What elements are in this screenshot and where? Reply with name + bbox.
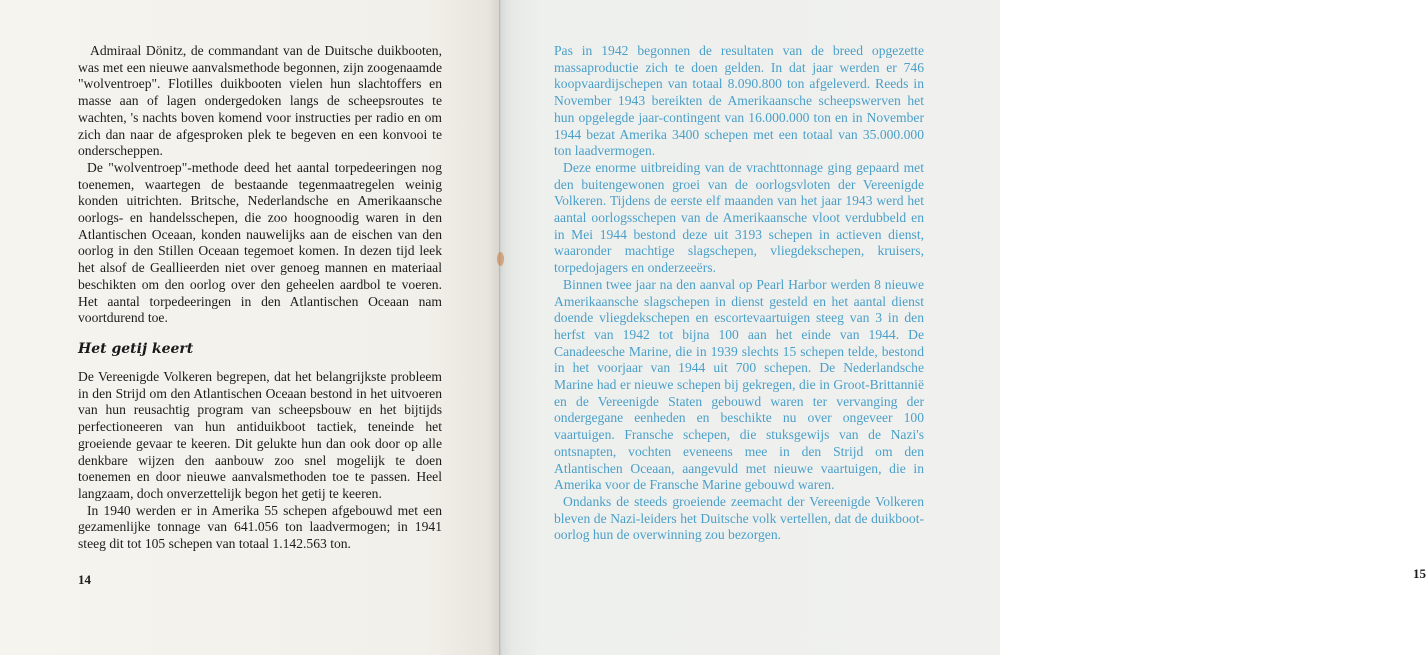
paragraph-nazi-leaders: Ondanks de steeds groeiende zeemacht der Vereenigde Volkeren bleven de Nazi-leiders het Duitsche volk vertellen, dat de duikboot-oorlog hun de overwinning zou bezorgen. <box>554 493 924 543</box>
book-gutter <box>488 0 512 655</box>
left-page-bottom-text <box>78 369 442 553</box>
page-number-left: 14 <box>78 572 91 587</box>
section-heading: Het getij keert <box>78 341 194 357</box>
paragraph-united-nations: De Vereenigde Volkeren begrepen, dat het belangrijkste probleem in den Strijd om den Atlantischen Oceaan bestond in het uitvoeren van hun reusachtig program van scheepsbouw en het bijtijds perfectioneeren van hun antiduikboot tactiek, teneinde het groeiende gevaar te keeren. Dit gelukte hun dan ook door op alle denkbare wijzen den aanbouw zoo snel mogelijk te doen toenemen en door nieuwe aanvalsmethoden toe te passen. Heel langzaam, doch onverzettelijk begon het getij te keeren. <box>78 369 442 501</box>
paragraph-wolfpack-intro: Admiraal Dönitz, de commandant van de Duitsche duikbooten, was met een nieuwe aanvalsmethode begonnen, zijn zoogenaamde "wolventroep". Flotilles duikbooten vielen hun slachtoffers en masse aan of lagen ondergedoken langs de scheepsroutes te wachten, 's nachts boven komend voor instructies per radio en om zich dan naar de afgesproken plek te begeven en een konvooi te onderscheppen. <box>78 43 442 159</box>
paper-stain <box>497 252 504 266</box>
paragraph-ships-1940: In 1940 werden er in Amerika 55 schepen afgebouwd met een gezamenlijke tonnage van 641.056 ton laadvermogen; in 1941 steeg dit tot 105 schepen van totaal 1.142.563 ton. <box>78 502 442 552</box>
page-number-right: 15 <box>1413 566 1426 581</box>
left-page-top-text <box>78 43 442 327</box>
paragraph-wolfpack-method: De "wolventroep"-methode deed het aantal torpedeeringen nog toenemen, waartegen de bestaande tegenmaatregelen weinig konden uitrichten. Britsche, Nederlandsche en Amerikaansche oorlogs- en handelsschepen, die zoo hoognoodig waren in den Atlantischen Oceaan, konden nauwelijks aan de eischen van den oorlog in den Stillen Oceaan tegemoet komen. In dezen tijd leek het alsof de Geallieerden niet over genoeg mannen en materiaal beschikten om den oorlog over den geheelen aardbol te voeren. Het aantal torpedeeringen in den Atlantischen Oceaan nam voortdurend toe. <box>78 159 442 326</box>
left-page <box>0 0 500 655</box>
paragraph-fleet-growth: Deze enorme uitbreiding van de vrachttonnage ging gepaard met den buitengewonen groei van de oorlogsvloten der Vereenigde Volkeren. Tijdens de eerste elf maanden van het jaar 1943 werd het aantal oorlogsschepen van de Amerikaansche vloot verdubbeld en in Mei 1944 bestond deze uit 3193 schepen in actieven dienst, waaronder machtige slagschepen, vliegdekschepen, kruisers, torpedojagers en onderzeeërs. <box>554 159 924 276</box>
right-page-text <box>554 43 924 544</box>
paragraph-mass-production: Pas in 1942 begonnen de resultaten van de breed opgezette massaproductie zich te doen gelden. In dat jaar werden er 746 koopvaardijschepen van totaal 8.090.800 ton afgeleverd. Reeds in November 1943 bereikten de Amerikaansche scheepswerven het hun opgelegde jaar-contingent van 16.000.000 ton en in November 1944 bezat Amerika 3400 schepen met een totaal van 35.000.000 ton laadvermogen. <box>554 43 924 159</box>
paragraph-pearl-harbor: Binnen twee jaar na den aanval op Pearl Harbor werden 8 nieuwe Amerikaansche slagschepen in dienst gesteld en het aantal dienst doende vliegdekschepen en escortevaartuigen steeg van 3 in den herfst van 1942 tot bijna 100 aan het einde van 1944. De Canadeesche Marine, die in 1939 slechts 15 schepen telde, bestond in het voorjaar van 1944 uit 700 schepen. De Nederlandsche Marine had er nieuwe schepen bij gekregen, die in Groot-Brittannië en de Vereenigde Staten gebouwd waren ter vervanging der ondergegane eenheden en beschikte nu over ongeveer 100 vaartuigen. Fransche schepen, die stuksgewijs van de Nazi's ontsnapten, vochten eveneens mee in den Strijd om den Atlantischen Oceaan, aangevuld met nieuwe vaartuigen, die in Amerika voor de Fransche Marine gebouwd waren. <box>554 276 924 493</box>
